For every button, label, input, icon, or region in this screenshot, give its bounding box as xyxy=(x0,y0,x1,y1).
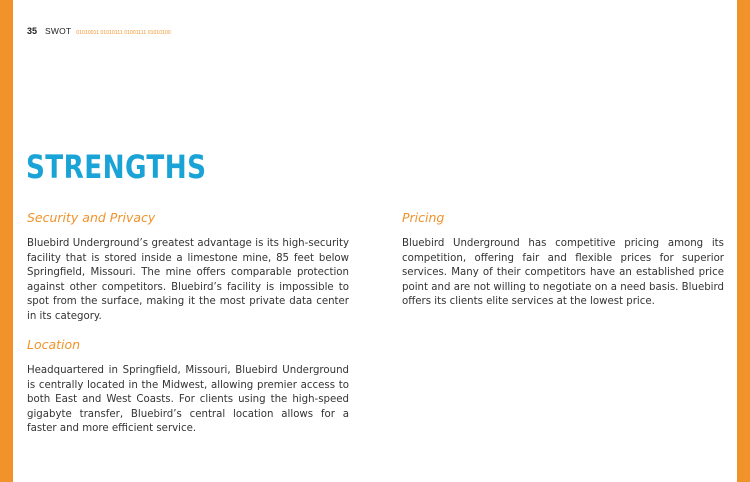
page-title: STRENGTHS xyxy=(26,148,207,186)
section-body-security: Bluebird Underground’s greatest advantage is its high-security facility that is stored inside a limestone mine, 85 feet below Springfield, Missouri. The mine offers comparable protection against other competitors. Bluebird’s facility is impossible to spot from the surface, making it the most private data center in its category. xyxy=(27,238,349,322)
left-column xyxy=(27,211,349,437)
page-header xyxy=(27,26,171,36)
binary-code: 01010011 01010111 01001111 01010100 xyxy=(76,30,171,36)
section-body-pricing: Bluebird Underground has competitive pricing among its competition, offering fair and flexible prices for superior services. Many of their competitors have an established price point and are not willing to negotiate on a need basis. Bluebird offers its clients elite services at the lowest price. xyxy=(402,238,724,307)
section-heading-pricing: Pricing xyxy=(402,210,445,225)
right-accent-bar xyxy=(737,0,750,482)
section-heading-security: Security and Privacy xyxy=(27,210,156,225)
section-body-location: Headquartered in Springfield, Missouri, Bluebird Underground is centrally located in the Midwest, allowing premier access to both East and West Coasts. For clients using the high-speed gigabyte transfer, Bluebird’s central location allows for a faster and more efficient service. xyxy=(27,365,349,434)
section-heading-location: Location xyxy=(27,337,81,352)
page-number: 35 xyxy=(27,26,38,36)
right-column xyxy=(402,211,724,310)
section-label: SWOT xyxy=(45,26,72,36)
left-accent-bar xyxy=(0,0,13,482)
